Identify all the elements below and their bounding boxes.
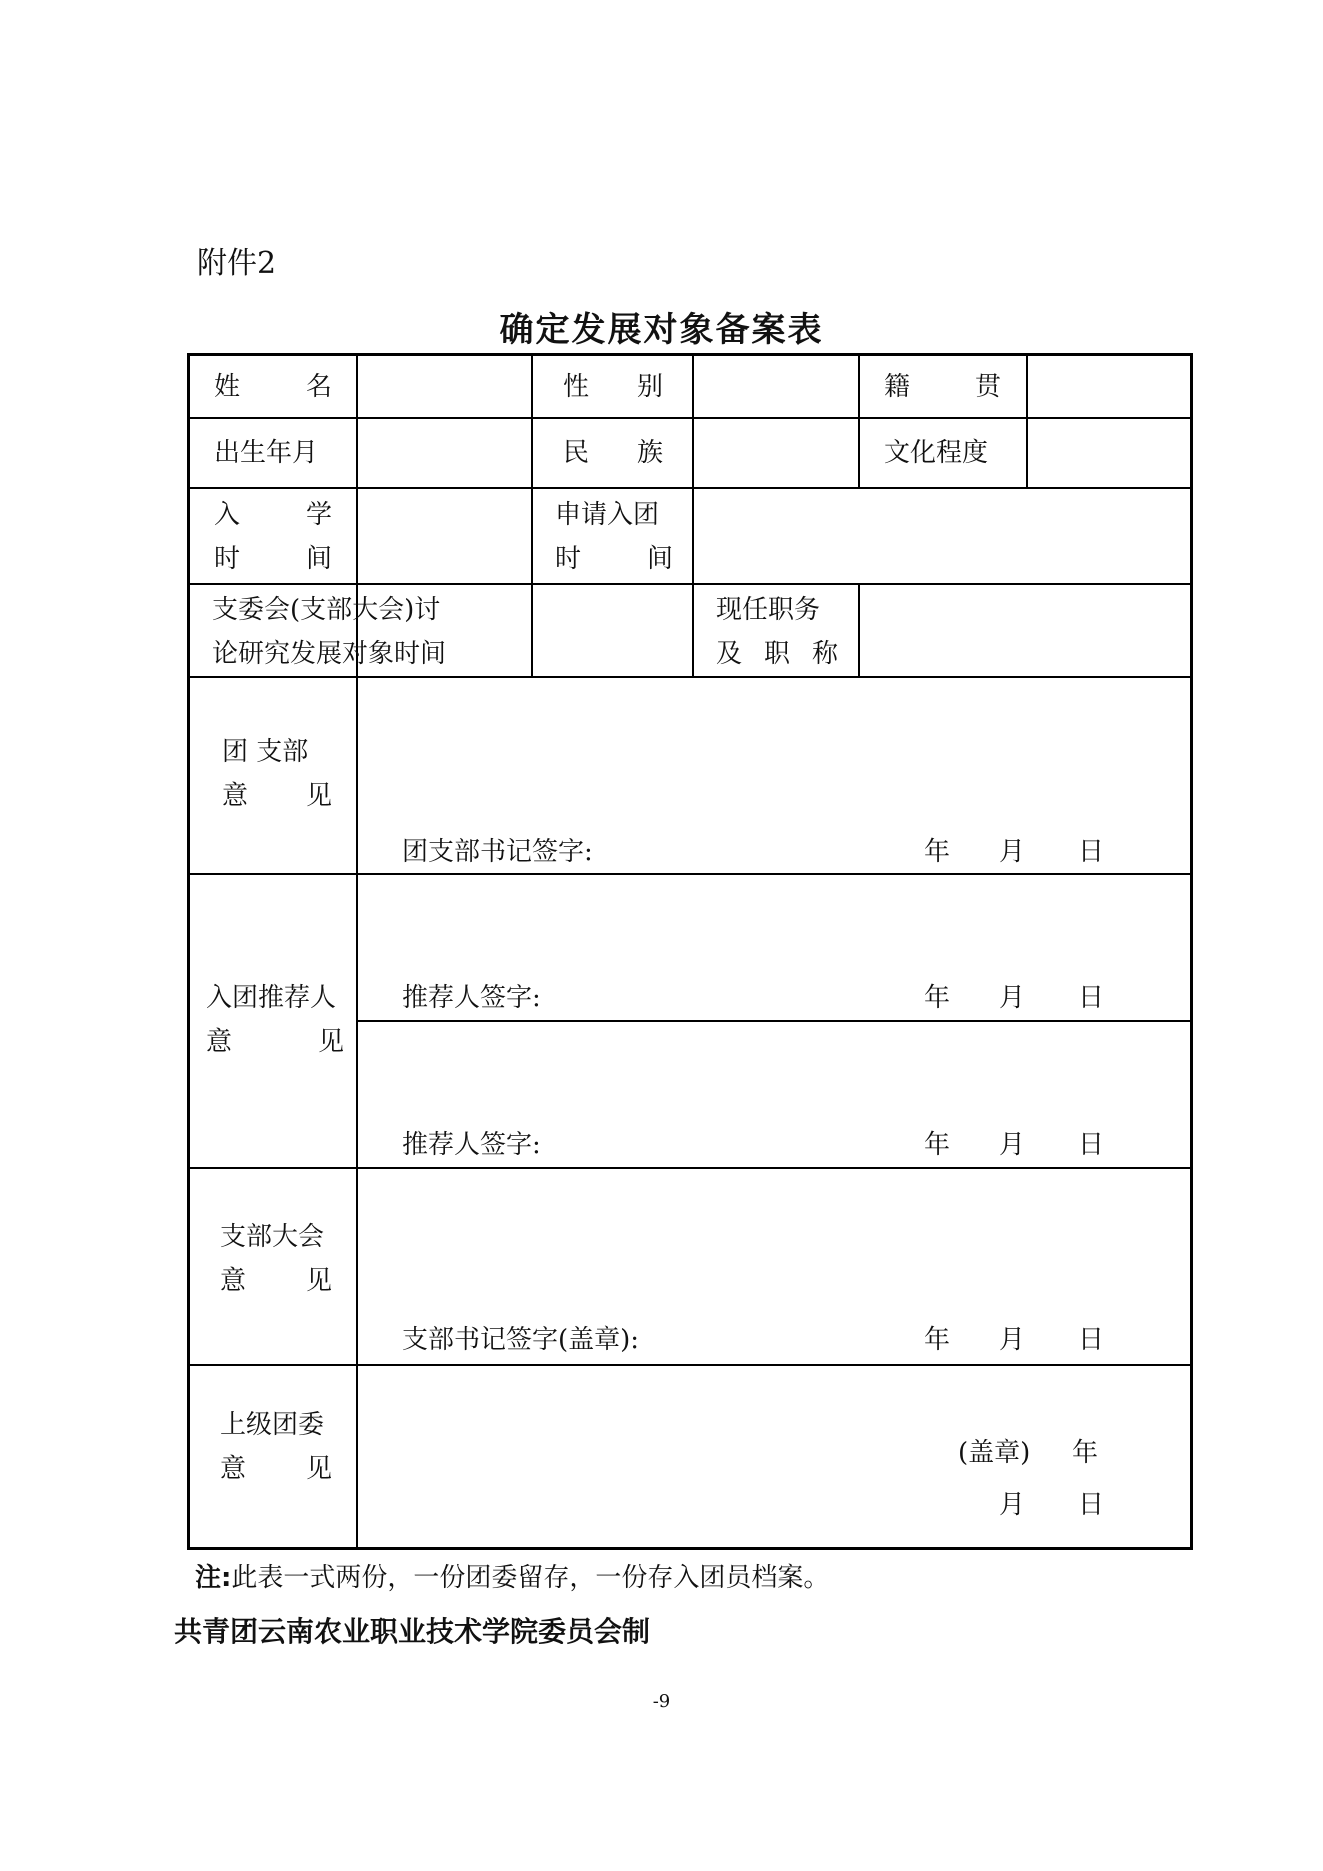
discussion-time-label: 支委会(支部大会)讨 论研究发展对象时间 [212, 595, 447, 669]
col-line-2 [531, 355, 533, 676]
row-line-3 [188, 583, 1192, 585]
date-month: 月 [999, 837, 1026, 867]
footnote [195, 1557, 829, 1594]
education-label: 文化程度 [884, 438, 989, 468]
branch-secretary-signature: 团支部书记签字: [402, 837, 593, 867]
issuer-line: 共青团云南农业职业技术学院委员会制 [174, 1615, 651, 1648]
date-year: 年 [924, 1130, 951, 1160]
table-frame [187, 353, 1193, 1550]
date-day: 日 [1078, 837, 1105, 867]
date-day: 日 [1078, 1325, 1105, 1355]
branch-secretary-seal-signature: 支部书记签字(盖章): [402, 1325, 640, 1355]
date-day: 日 [1078, 1490, 1105, 1520]
branch-meeting-opinion-label: 支部大会 意 见 [220, 1222, 332, 1296]
date-month: 月 [999, 1325, 1026, 1355]
col-line-4 [858, 355, 860, 487]
row-line-6 [357, 1020, 1192, 1022]
row-line-8 [188, 1364, 1192, 1366]
row-line-4 [188, 676, 1192, 678]
col-line-5 [1026, 355, 1028, 487]
seal-label: (盖章) [958, 1438, 1031, 1468]
page-number: -9 [652, 1691, 671, 1712]
footnote-text: 此表一式两份，一份团委留存，一份存入团员档案。 [231, 1563, 830, 1593]
application-time-label: 申请入团 时 间 [555, 500, 673, 574]
date-year: 年 [1072, 1438, 1099, 1468]
date-year: 年 [924, 1325, 951, 1355]
row-line-5 [188, 873, 1192, 875]
name-label: 姓 名 [214, 372, 332, 402]
row-line-1 [188, 417, 1192, 419]
form-title: 确定发展对象备案表 [499, 310, 824, 350]
date-day: 日 [1078, 1130, 1105, 1160]
date-day: 日 [1078, 983, 1105, 1013]
date-month: 月 [999, 1130, 1026, 1160]
gender-label: 性 别 [563, 372, 663, 402]
birth-date-label: 出生年月 [214, 438, 319, 468]
enrollment-time-label: 入 学 时 间 [214, 500, 332, 574]
col-line-4b [858, 583, 860, 676]
recommender-signature-1: 推荐人签字: [402, 983, 541, 1013]
recommender-opinion-label: 入团推荐人 意 见 [206, 983, 344, 1057]
upper-committee-opinion-label: 上级团委 意 见 [220, 1410, 332, 1484]
ethnicity-label: 民 族 [563, 438, 663, 468]
date-year: 年 [924, 837, 951, 867]
position-title-label: 现任职务 及 职 称 [716, 595, 838, 669]
footnote-label: 注: [195, 1563, 232, 1593]
row-line-7 [188, 1167, 1192, 1169]
date-year: 年 [924, 983, 951, 1013]
col-line-3 [692, 355, 694, 676]
row-line-2 [188, 487, 1192, 489]
recommender-signature-2: 推荐人签字: [402, 1130, 541, 1160]
date-month: 月 [999, 1490, 1026, 1520]
attachment-label: 附件2 [197, 246, 277, 281]
native-place-label: 籍 贯 [884, 372, 1001, 402]
branch-opinion-label: 团 支部 意 见 [222, 737, 332, 811]
date-month: 月 [999, 983, 1026, 1013]
col-line-1b [356, 676, 358, 1547]
